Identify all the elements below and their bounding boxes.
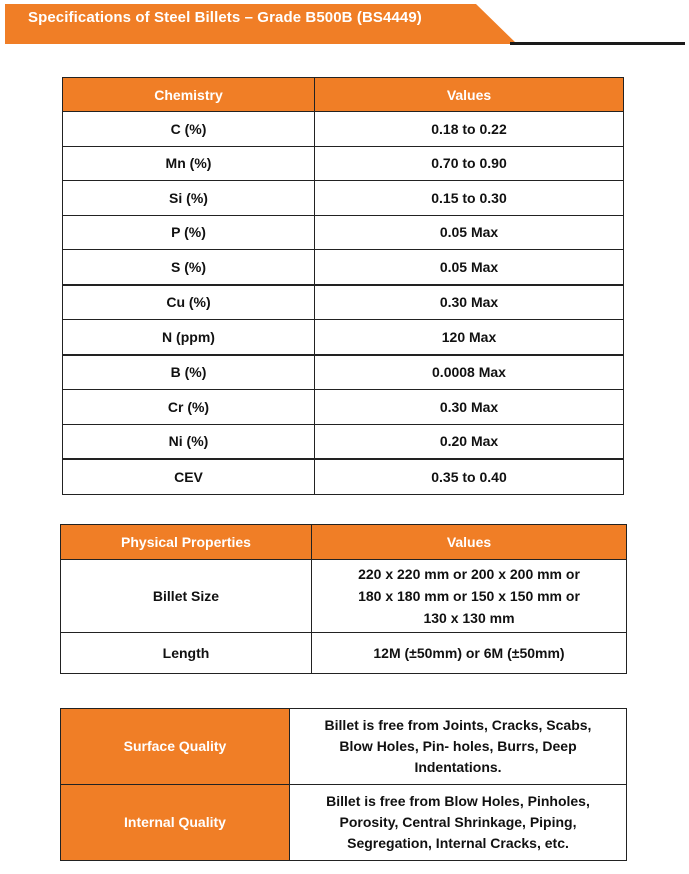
table-row — [63, 424, 624, 459]
table-row — [63, 215, 624, 250]
values-header: Values — [312, 525, 627, 560]
value-cell — [312, 560, 627, 633]
table-row — [63, 355, 624, 390]
table-row — [61, 785, 627, 861]
table-row — [63, 112, 624, 147]
value-line: 12M (±50mm) or 6M (±50mm) — [373, 645, 565, 661]
quality-value-cell — [290, 785, 627, 861]
value-cell: 0.70 to 0.90 — [315, 146, 624, 181]
value-cell: 0.0008 Max — [315, 355, 624, 390]
element-cell: Mn (%) — [63, 146, 315, 181]
value-line: Blow Holes, Pin- holes, Burrs, Deep — [339, 738, 577, 754]
element-cell: Cu (%) — [63, 285, 315, 320]
table-row — [63, 250, 624, 285]
table-row — [61, 560, 627, 633]
quality-label-cell: Internal Quality — [61, 785, 290, 861]
physical-properties-table — [60, 524, 627, 674]
physical-header-row — [61, 525, 627, 560]
quality-label-cell: Surface Quality — [61, 709, 290, 785]
table-row — [63, 320, 624, 355]
quality-value-cell — [290, 709, 627, 785]
table-row — [63, 390, 624, 425]
table-row — [63, 285, 624, 320]
value-line: Indentations. — [414, 759, 502, 775]
physical-properties-header: Physical Properties — [61, 525, 312, 560]
element-cell: S (%) — [63, 250, 315, 285]
page-title: Specifications of Steel Billets – Grade B500B (BS4449) — [28, 9, 422, 26]
values-header: Values — [315, 78, 624, 112]
value-line: 180 x 180 mm or 150 x 150 mm or — [358, 588, 580, 604]
table-row — [63, 146, 624, 181]
element-cell: N (ppm) — [63, 320, 315, 355]
value-cell: 0.30 Max — [315, 285, 624, 320]
value-cell: 0.05 Max — [315, 250, 624, 285]
property-cell: Length — [61, 633, 312, 674]
element-cell: C (%) — [63, 112, 315, 147]
value-cell: 0.30 Max — [315, 390, 624, 425]
value-line: Porosity, Central Shrinkage, Piping, — [339, 814, 577, 830]
value-cell: 0.20 Max — [315, 424, 624, 459]
element-cell: P (%) — [63, 215, 315, 250]
chemistry-header: Chemistry — [63, 78, 315, 112]
chemistry-table — [62, 77, 624, 495]
value-cell — [312, 633, 627, 674]
value-cell: 0.35 to 0.40 — [315, 459, 624, 494]
value-line: Billet is free from Joints, Cracks, Scabs, — [324, 717, 592, 733]
table-row — [61, 709, 627, 785]
value-line: 130 x 130 mm — [423, 610, 515, 626]
table-row — [61, 633, 627, 674]
value-line: Segregation, Internal Cracks, etc. — [347, 835, 569, 851]
value-line: 220 x 220 mm or 200 x 200 mm or — [358, 566, 580, 582]
title-rule — [510, 42, 685, 45]
property-cell: Billet Size — [61, 560, 312, 633]
element-cell: CEV — [63, 459, 315, 494]
element-cell: Cr (%) — [63, 390, 315, 425]
table-row — [63, 459, 624, 494]
chemistry-header-row — [63, 78, 624, 112]
value-cell: 120 Max — [315, 320, 624, 355]
value-cell: 0.05 Max — [315, 215, 624, 250]
quality-table — [60, 708, 627, 861]
value-line: Billet is free from Blow Holes, Pinholes, — [326, 793, 590, 809]
element-cell: B (%) — [63, 355, 315, 390]
value-cell: 0.18 to 0.22 — [315, 112, 624, 147]
element-cell: Si (%) — [63, 181, 315, 216]
value-cell: 0.15 to 0.30 — [315, 181, 624, 216]
element-cell: Ni (%) — [63, 424, 315, 459]
table-row — [63, 181, 624, 216]
